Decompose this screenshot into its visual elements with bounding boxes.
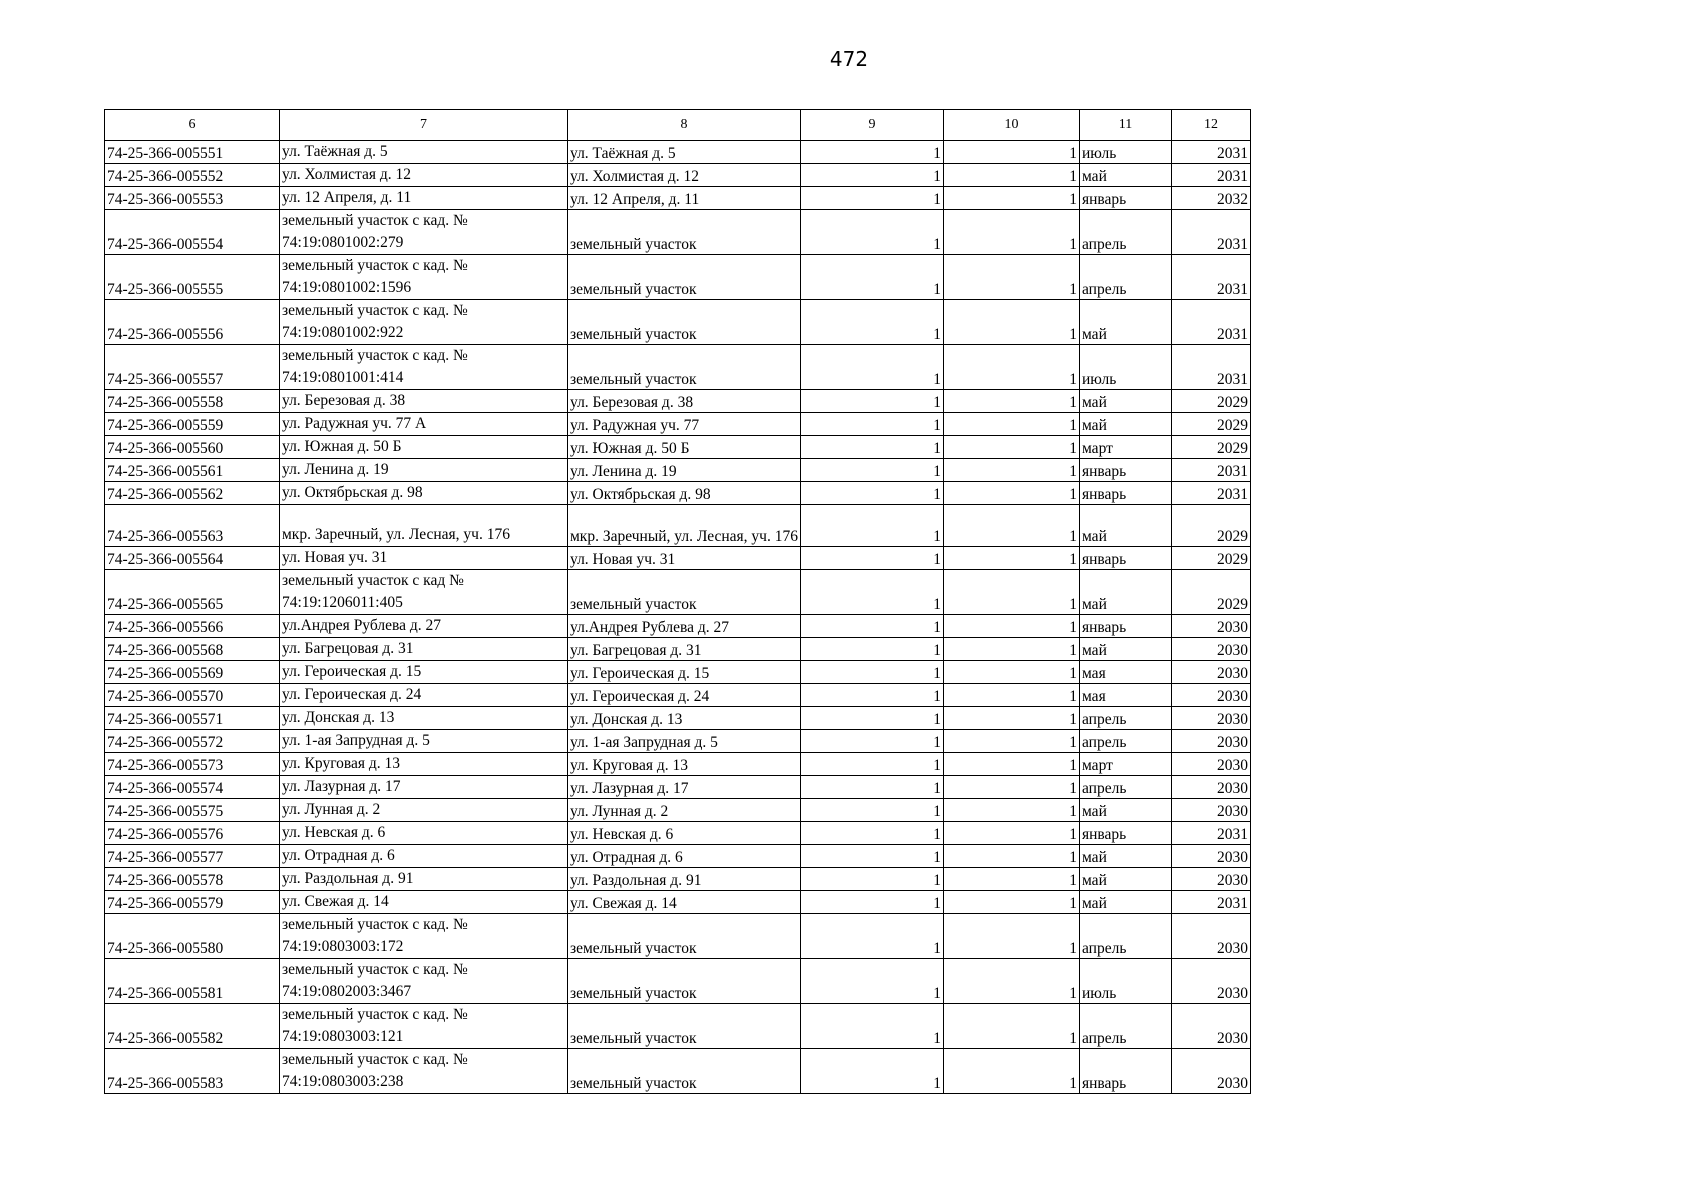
cell-id: 74-25-366-005555 [105,255,280,300]
cell-address: земельный участок с кад. № 74:19:0801002:279 [280,210,568,255]
cell-year: 2030 [1171,614,1250,637]
table-row [105,210,1251,255]
cell-id: 74-25-366-005566 [105,614,280,637]
cell-location: земельный участок [568,300,801,345]
cell-col10: 1 [943,821,1079,844]
cell-col9: 1 [800,482,943,505]
cell-location: ул. Героическая д. 24 [568,683,801,706]
cell-location: ул. Раздольная д. 91 [568,867,801,890]
cell-year: 2030 [1171,637,1250,660]
cell-month: январь [1079,546,1171,569]
cell-month: май [1079,164,1171,187]
cell-year: 2029 [1171,390,1250,413]
cell-month: апрель [1079,729,1171,752]
cell-year: 2031 [1171,890,1250,913]
cell-id: 74-25-366-005576 [105,821,280,844]
cell-location: земельный участок [568,1003,801,1048]
cell-col9: 1 [800,958,943,1003]
cell-month: май [1079,844,1171,867]
cell-col9: 1 [800,844,943,867]
cell-address: ул. Лазурная д. 17 [280,775,568,798]
cell-col9: 1 [800,706,943,729]
cell-address: ул. Героическая д. 15 [280,660,568,683]
cell-col9: 1 [800,1048,943,1093]
cell-col9: 1 [800,569,943,614]
cell-month: апрель [1079,1003,1171,1048]
cell-month: май [1079,413,1171,436]
cell-year: 2030 [1171,683,1250,706]
cell-month: март [1079,436,1171,459]
cell-col9: 1 [800,390,943,413]
cell-address: земельный участок с кад. № 74:19:0803003:121 [280,1003,568,1048]
cell-year: 2030 [1171,913,1250,958]
cell-location: земельный участок [568,913,801,958]
cell-address: ул. Отрадная д. 6 [280,844,568,867]
cell-id: 74-25-366-005557 [105,345,280,390]
table-row [105,867,1251,890]
cell-location: земельный участок [568,569,801,614]
cell-month: апрель [1079,255,1171,300]
cell-col10: 1 [943,436,1079,459]
table-row [105,752,1251,775]
cell-year: 2029 [1171,505,1250,547]
cell-address: ул. Невская д. 6 [280,821,568,844]
cell-id: 74-25-366-005559 [105,413,280,436]
cell-month: май [1079,637,1171,660]
cell-month: май [1079,390,1171,413]
data-table [104,109,1251,1094]
cell-month: май [1079,798,1171,821]
cell-year: 2032 [1171,187,1250,210]
cell-location: ул. Невская д. 6 [568,821,801,844]
cell-col10: 1 [943,482,1079,505]
cell-month: май [1079,300,1171,345]
cell-col10: 1 [943,345,1079,390]
cell-id: 74-25-366-005551 [105,141,280,164]
cell-col9: 1 [800,821,943,844]
cell-col10: 1 [943,958,1079,1003]
cell-location: ул. 12 Апреля, д. 11 [568,187,801,210]
column-header: 11 [1079,110,1171,141]
cell-address: ул. Багрецовая д. 31 [280,637,568,660]
cell-address: земельный участок с кад. № 74:19:0803003:238 [280,1048,568,1093]
cell-location: ул. Новая уч. 31 [568,546,801,569]
cell-address: ул. Южная д. 50 Б [280,436,568,459]
cell-id: 74-25-366-005572 [105,729,280,752]
cell-year: 2030 [1171,798,1250,821]
cell-col9: 1 [800,752,943,775]
cell-year: 2031 [1171,821,1250,844]
cell-col9: 1 [800,300,943,345]
table-row [105,775,1251,798]
table-row [105,1048,1251,1093]
table-row [105,1003,1251,1048]
cell-col9: 1 [800,683,943,706]
cell-id: 74-25-366-005568 [105,637,280,660]
cell-address: ул. Радужная уч. 77 А [280,413,568,436]
cell-year: 2030 [1171,867,1250,890]
cell-col10: 1 [943,569,1079,614]
cell-col10: 1 [943,255,1079,300]
cell-col10: 1 [943,505,1079,547]
cell-col9: 1 [800,660,943,683]
cell-col10: 1 [943,844,1079,867]
cell-id: 74-25-366-005561 [105,459,280,482]
cell-col9: 1 [800,187,943,210]
cell-id: 74-25-366-005579 [105,890,280,913]
cell-address: ул. Героическая д. 24 [280,683,568,706]
cell-address: ул. Раздольная д. 91 [280,867,568,890]
cell-year: 2031 [1171,459,1250,482]
cell-col9: 1 [800,436,943,459]
cell-address: ул. Холмистая д. 12 [280,164,568,187]
cell-col10: 1 [943,913,1079,958]
table-row [105,345,1251,390]
cell-location: ул. Героическая д. 15 [568,660,801,683]
cell-address: мкр. Заречный, ул. Лесная, уч. 176 [280,505,568,547]
cell-col10: 1 [943,164,1079,187]
cell-location: ул. Южная д. 50 Б [568,436,801,459]
cell-col9: 1 [800,867,943,890]
cell-year: 2030 [1171,729,1250,752]
cell-col9: 1 [800,210,943,255]
table-row [105,729,1251,752]
cell-year: 2029 [1171,413,1250,436]
table-row [105,141,1251,164]
cell-col10: 1 [943,187,1079,210]
cell-col9: 1 [800,729,943,752]
cell-year: 2030 [1171,844,1250,867]
cell-location: земельный участок [568,958,801,1003]
cell-col9: 1 [800,775,943,798]
cell-location: ул. 1-ая Запрудная д. 5 [568,729,801,752]
cell-month: мая [1079,683,1171,706]
cell-id: 74-25-366-005565 [105,569,280,614]
cell-address: земельный участок с кад. № 74:19:0801002:922 [280,300,568,345]
cell-col9: 1 [800,141,943,164]
cell-id: 74-25-366-005560 [105,436,280,459]
cell-id: 74-25-366-005581 [105,958,280,1003]
cell-col10: 1 [943,798,1079,821]
cell-id: 74-25-366-005573 [105,752,280,775]
cell-location: ул. Лунная д. 2 [568,798,801,821]
cell-col10: 1 [943,546,1079,569]
cell-id: 74-25-366-005575 [105,798,280,821]
cell-month: апрель [1079,775,1171,798]
cell-location: ул. Отрадная д. 6 [568,844,801,867]
cell-location: ул. Круговая д. 13 [568,752,801,775]
cell-month: апрель [1079,210,1171,255]
cell-col9: 1 [800,614,943,637]
table-row [105,505,1251,547]
table-row [105,390,1251,413]
cell-address: ул. Круговая д. 13 [280,752,568,775]
cell-month: июль [1079,345,1171,390]
cell-address: ул. Донская д. 13 [280,706,568,729]
cell-id: 74-25-366-005558 [105,390,280,413]
cell-year: 2029 [1171,546,1250,569]
cell-year: 2031 [1171,164,1250,187]
table-row [105,546,1251,569]
cell-location: земельный участок [568,210,801,255]
cell-month: май [1079,569,1171,614]
cell-id: 74-25-366-005554 [105,210,280,255]
cell-year: 2031 [1171,482,1250,505]
cell-year: 2030 [1171,1048,1250,1093]
cell-year: 2031 [1171,210,1250,255]
cell-col9: 1 [800,1003,943,1048]
cell-year: 2031 [1171,141,1250,164]
cell-col10: 1 [943,752,1079,775]
cell-month: май [1079,890,1171,913]
cell-location: ул. Октябрьская д. 98 [568,482,801,505]
cell-col9: 1 [800,459,943,482]
cell-year: 2031 [1171,345,1250,390]
cell-year: 2030 [1171,706,1250,729]
cell-col10: 1 [943,1048,1079,1093]
cell-col10: 1 [943,867,1079,890]
cell-month: январь [1079,821,1171,844]
table-row [105,913,1251,958]
table-row [105,660,1251,683]
cell-id: 74-25-366-005552 [105,164,280,187]
cell-col9: 1 [800,890,943,913]
cell-year: 2030 [1171,752,1250,775]
table-row [105,844,1251,867]
cell-month: июль [1079,958,1171,1003]
table-row [105,821,1251,844]
cell-location: мкр. Заречный, ул. Лесная, уч. 176 [568,505,801,547]
table-row [105,164,1251,187]
cell-col9: 1 [800,798,943,821]
cell-month: январь [1079,1048,1171,1093]
cell-location: ул. Лазурная д. 17 [568,775,801,798]
cell-location: земельный участок [568,345,801,390]
cell-col10: 1 [943,775,1079,798]
cell-address: земельный участок с кад. № 74:19:0801001:414 [280,345,568,390]
column-header: 10 [943,110,1079,141]
cell-col10: 1 [943,706,1079,729]
cell-col10: 1 [943,300,1079,345]
cell-id: 74-25-366-005583 [105,1048,280,1093]
table-row [105,459,1251,482]
cell-location: ул. Донская д. 13 [568,706,801,729]
cell-location: ул. Березовая д. 38 [568,390,801,413]
cell-month: январь [1079,459,1171,482]
cell-col9: 1 [800,164,943,187]
cell-id: 74-25-366-005569 [105,660,280,683]
cell-id: 74-25-366-005574 [105,775,280,798]
page-number: 472 [829,47,869,71]
cell-location: ул.Андрея Рублева д. 27 [568,614,801,637]
cell-location: ул. Свежая д. 14 [568,890,801,913]
cell-location: ул. Холмистая д. 12 [568,164,801,187]
table-row [105,255,1251,300]
cell-col10: 1 [943,637,1079,660]
table-row [105,890,1251,913]
cell-year: 2030 [1171,1003,1250,1048]
cell-location: ул. Багрецовая д. 31 [568,637,801,660]
table-row [105,683,1251,706]
table-row [105,300,1251,345]
cell-location: земельный участок [568,255,801,300]
table-row [105,958,1251,1003]
cell-month: январь [1079,614,1171,637]
cell-month: март [1079,752,1171,775]
cell-col9: 1 [800,505,943,547]
cell-col10: 1 [943,1003,1079,1048]
cell-col10: 1 [943,210,1079,255]
cell-year: 2030 [1171,660,1250,683]
cell-col10: 1 [943,660,1079,683]
column-header: 12 [1171,110,1250,141]
cell-address: земельный участок с кад. № 74:19:0802003:3467 [280,958,568,1003]
table-row [105,798,1251,821]
cell-location: ул. Таёжная д. 5 [568,141,801,164]
cell-year: 2029 [1171,436,1250,459]
cell-col9: 1 [800,413,943,436]
cell-address: ул. Лунная д. 2 [280,798,568,821]
table-row [105,706,1251,729]
cell-id: 74-25-366-005570 [105,683,280,706]
table-row [105,482,1251,505]
cell-address: ул. Свежая д. 14 [280,890,568,913]
table-row [105,614,1251,637]
cell-id: 74-25-366-005562 [105,482,280,505]
cell-col9: 1 [800,913,943,958]
cell-id: 74-25-366-005556 [105,300,280,345]
cell-year: 2030 [1171,775,1250,798]
column-header: 9 [800,110,943,141]
cell-address: ул. Новая уч. 31 [280,546,568,569]
cell-month: май [1079,505,1171,547]
cell-location: земельный участок [568,1048,801,1093]
cell-address: земельный участок с кад № 74:19:1206011:405 [280,569,568,614]
cell-col10: 1 [943,729,1079,752]
cell-col10: 1 [943,390,1079,413]
cell-year: 2031 [1171,255,1250,300]
cell-col10: 1 [943,141,1079,164]
cell-location: ул. Радужная уч. 77 [568,413,801,436]
cell-address: ул. 12 Апреля, д. 11 [280,187,568,210]
cell-id: 74-25-366-005582 [105,1003,280,1048]
cell-col10: 1 [943,459,1079,482]
column-header: 6 [105,110,280,141]
column-header: 8 [568,110,801,141]
cell-col10: 1 [943,614,1079,637]
cell-year: 2031 [1171,300,1250,345]
cell-location: ул. Ленина д. 19 [568,459,801,482]
cell-id: 74-25-366-005564 [105,546,280,569]
cell-id: 74-25-366-005571 [105,706,280,729]
cell-col10: 1 [943,413,1079,436]
cell-address: ул. 1-ая Запрудная д. 5 [280,729,568,752]
cell-address: ул.Андрея Рублева д. 27 [280,614,568,637]
cell-address: ул. Березовая д. 38 [280,390,568,413]
table-row [105,436,1251,459]
cell-col10: 1 [943,683,1079,706]
header-row [105,110,1251,141]
cell-address: ул. Таёжная д. 5 [280,141,568,164]
cell-id: 74-25-366-005580 [105,913,280,958]
cell-month: апрель [1079,913,1171,958]
cell-month: апрель [1079,706,1171,729]
cell-col9: 1 [800,546,943,569]
cell-col9: 1 [800,255,943,300]
cell-month: июль [1079,141,1171,164]
cell-year: 2029 [1171,569,1250,614]
column-header: 7 [280,110,568,141]
cell-address: земельный участок с кад. № 74:19:0801002:1596 [280,255,568,300]
table-row [105,187,1251,210]
cell-month: мая [1079,660,1171,683]
cell-id: 74-25-366-005553 [105,187,280,210]
cell-address: ул. Октябрьская д. 98 [280,482,568,505]
cell-month: май [1079,867,1171,890]
cell-id: 74-25-366-005563 [105,505,280,547]
cell-address: земельный участок с кад. № 74:19:0803003:172 [280,913,568,958]
cell-month: январь [1079,482,1171,505]
table-row [105,413,1251,436]
cell-col9: 1 [800,637,943,660]
cell-id: 74-25-366-005577 [105,844,280,867]
cell-col10: 1 [943,890,1079,913]
table-row [105,637,1251,660]
cell-year: 2030 [1171,958,1250,1003]
cell-col9: 1 [800,345,943,390]
cell-address: ул. Ленина д. 19 [280,459,568,482]
table-row [105,569,1251,614]
table-body [105,141,1251,1094]
cell-id: 74-25-366-005578 [105,867,280,890]
cell-month: январь [1079,187,1171,210]
